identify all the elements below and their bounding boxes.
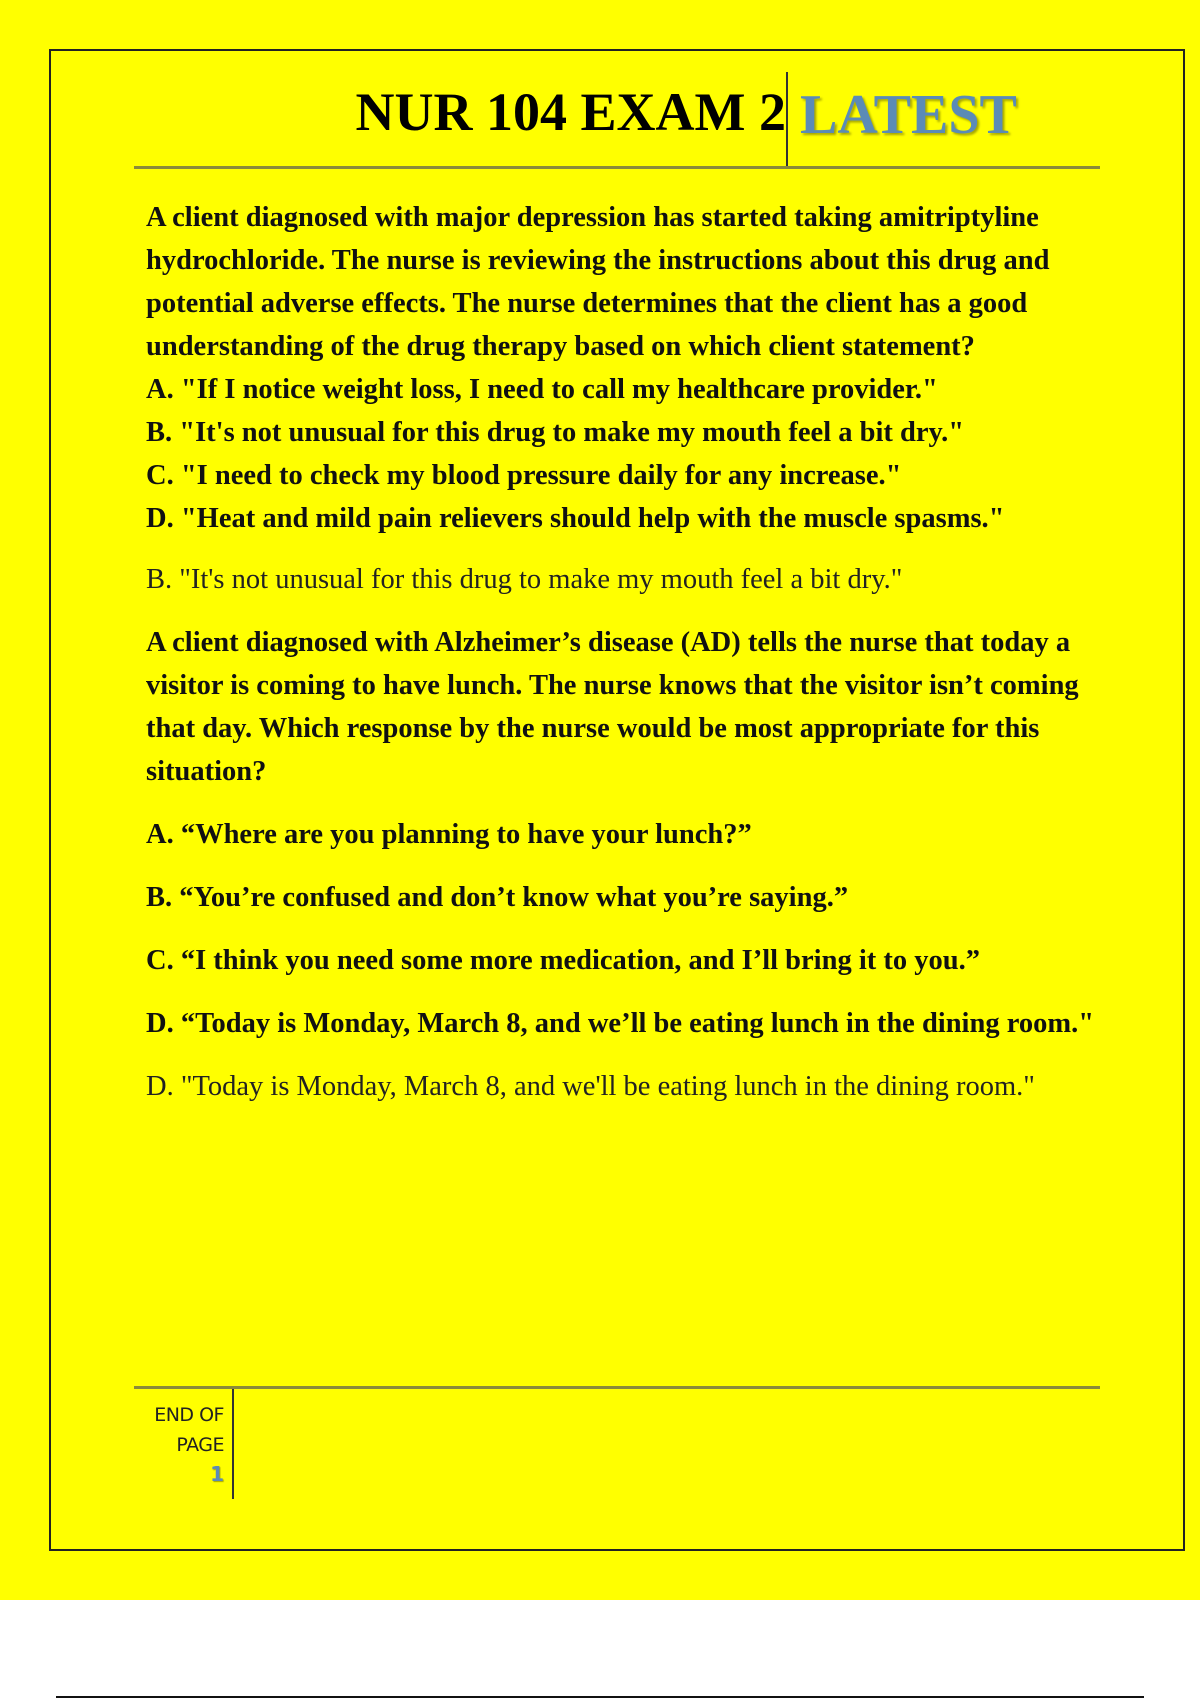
question-block-1 bbox=[146, 196, 1096, 601]
footer-rule bbox=[134, 1386, 1100, 1389]
footer-label-line-1: END OF bbox=[154, 1404, 224, 1426]
question-block-2 bbox=[146, 621, 1096, 1108]
header-rule bbox=[134, 166, 1100, 169]
question-1-text: A client diagnosed with major depression has started taking amitriptyline hydrochloride. The nurse is reviewing the instructions about this drug and potential adverse effects. The nurse determines that the client has a good understanding of the drug therapy based on which client statement? bbox=[146, 202, 1050, 362]
question-1-option-c: C. "I need to check my blood pressure daily for any increase." bbox=[146, 460, 902, 491]
question-2-option-b: B. “You’re confused and don’t know what you’re saying.” bbox=[146, 882, 849, 913]
question-1-option-a: A. "If I notice weight loss, I need to call my healthcare provider." bbox=[146, 374, 938, 405]
page-number: 1 bbox=[210, 1462, 224, 1486]
header-divider bbox=[786, 72, 788, 168]
bottom-rule bbox=[56, 1696, 1144, 1698]
footer-divider bbox=[232, 1389, 234, 1499]
footer-label bbox=[134, 1400, 224, 1460]
footer-label-line-2: PAGE bbox=[176, 1434, 224, 1456]
document-header bbox=[134, 72, 1100, 168]
question-1-option-b: B. "It's not unusual for this drug to make my mouth feel a bit dry." bbox=[146, 417, 965, 448]
document-title-accent: LATEST bbox=[800, 84, 1017, 146]
question-2-text: A client diagnosed with Alzheimer’s disease (AD) tells the nurse that today a visitor is coming to have lunch. The nurse knows that the visitor isn’t coming that day. Which response by the nurse would be most appropriate for this situation? bbox=[146, 627, 1079, 787]
question-2-answer: D. "Today is Monday, March 8, and we'll be eating lunch in the dining room." bbox=[146, 1071, 1035, 1102]
document-body bbox=[146, 196, 1096, 1108]
question-2-option-d: D. “Today is Monday, March 8, and we’ll be eating lunch in the dining room." bbox=[146, 1008, 1095, 1039]
question-2-option-c: C. “I think you need some more medication, and I’ll bring it to you.” bbox=[146, 945, 980, 976]
question-1-answer: B. "It's not unusual for this drug to make my mouth feel a bit dry." bbox=[146, 564, 903, 595]
page-footer bbox=[134, 1386, 1100, 1502]
question-2-option-a: A. “Where are you planning to have your lunch?” bbox=[146, 819, 752, 850]
document-title: NUR 104 EXAM 2 bbox=[355, 82, 786, 142]
question-1-option-d: D. "Heat and mild pain relievers should help with the muscle spasms." bbox=[146, 503, 1005, 534]
